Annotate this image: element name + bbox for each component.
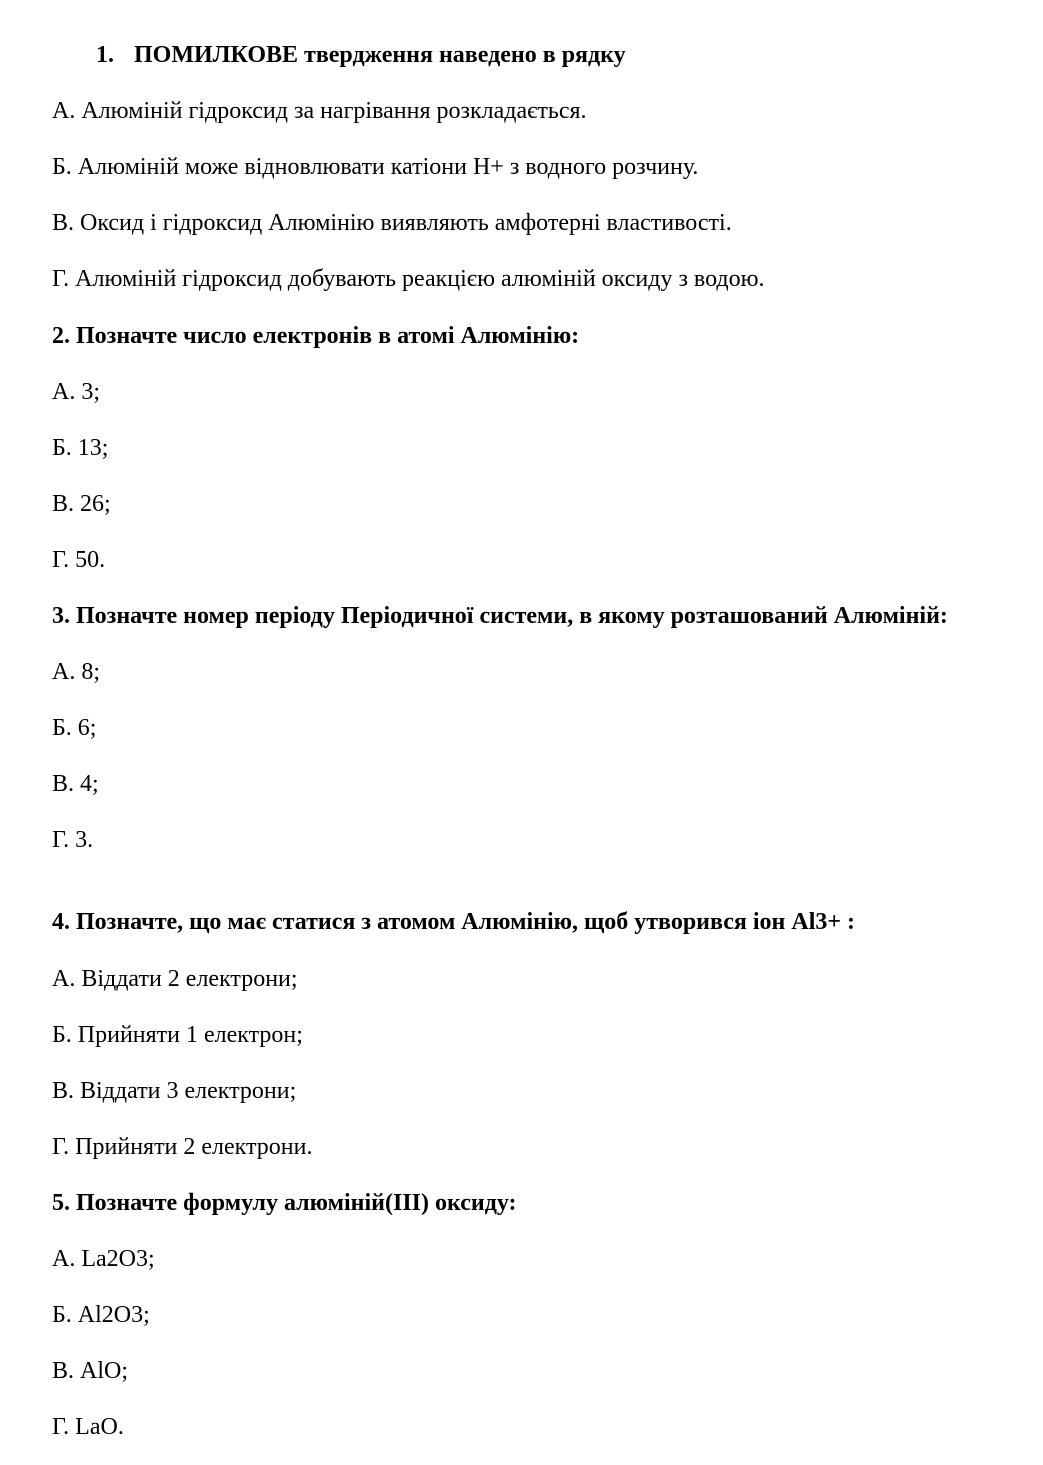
- question-1-option-d: Г. Алюміній гідроксид добувають реакцією алюміній оксиду з водою.: [52, 266, 765, 292]
- question-5-option-c: В. AlO;: [52, 1358, 129, 1384]
- question-5-option-d: Г. LaO.: [52, 1414, 124, 1440]
- question-2-heading: 2. Позначте число електронів в атомі Алюмінію:: [52, 323, 580, 349]
- question-5-option-b: Б. Al2O3;: [52, 1302, 150, 1328]
- question-1-option-b: Б. Алюміній може відновлювати катіони H+ з водного розчину.: [52, 154, 699, 180]
- question-1-heading: [96, 41, 626, 69]
- question-3-option-a: А. 8;: [52, 659, 100, 685]
- question-5-option-a: А. La2O3;: [52, 1246, 155, 1272]
- question-4-option-d: Г. Прийняти 2 електрони.: [52, 1134, 313, 1160]
- question-3-option-b: Б. 6;: [52, 715, 97, 741]
- question-2-option-d: Г. 50.: [52, 547, 106, 573]
- question-2-option-b: Б. 13;: [52, 435, 109, 461]
- question-3-option-d: Г. 3.: [52, 827, 94, 853]
- question-4-option-b: Б. Прийняти 1 електрон;: [52, 1022, 303, 1048]
- question-5-heading: 5. Позначте формулу алюміній(III) оксиду:: [52, 1190, 517, 1216]
- question-4-heading: 4. Позначте, що має статися з атомом Алюмінію, щоб утворився іон Al3+ :: [52, 909, 856, 935]
- question-1-option-a: А. Алюміній гідроксид за нагрівання розкладається.: [52, 98, 587, 124]
- question-1-text: ПОМИЛКОВЕ твердження наведено в рядку: [134, 42, 626, 68]
- question-2-option-c: В. 26;: [52, 491, 111, 517]
- question-3-option-c: В. 4;: [52, 771, 99, 797]
- question-1-number: 1.: [96, 42, 114, 68]
- question-4-option-a: А. Віддати 2 електрони;: [52, 966, 298, 992]
- question-2-option-a: А. 3;: [52, 379, 100, 405]
- question-3-heading: 3. Позначте номер періоду Періодичної системи, в якому розташований Алюміній:: [52, 603, 948, 629]
- question-1-option-c: В. Оксид і гідроксид Алюмінію виявляють амфотерні властивості.: [52, 210, 732, 236]
- question-4-option-c: В. Віддати 3 електрони;: [52, 1078, 297, 1104]
